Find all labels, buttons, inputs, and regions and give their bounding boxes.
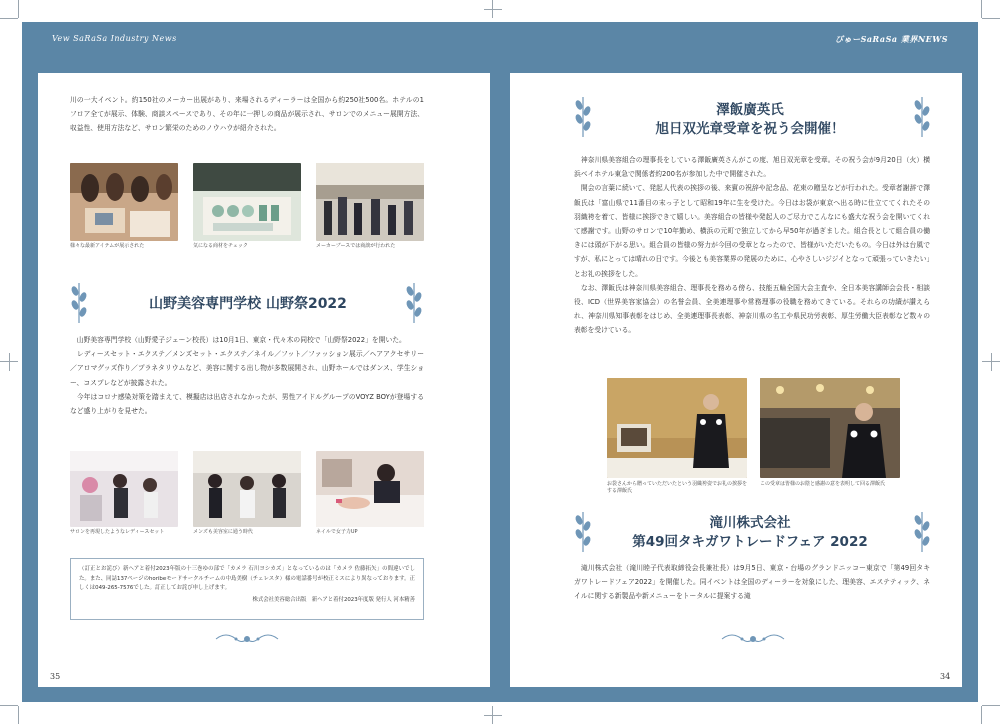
article-title-yamano: 山野美容専門学校 山野祭2022 xyxy=(149,296,347,312)
banquet-photo xyxy=(760,378,900,478)
leaf-ornament-icon xyxy=(405,281,423,325)
photo-4 xyxy=(70,451,178,527)
photo-5 xyxy=(193,451,301,527)
photo-caption: 様々な最新アイテムが展示された xyxy=(70,243,145,249)
crop-mark xyxy=(982,705,1000,706)
crop-mark xyxy=(981,0,982,18)
article-title-takigawa: 滝川株式会社 第49回タキガワトレードフェア 2022 xyxy=(632,515,868,550)
ladies-set-photo xyxy=(70,451,178,527)
crop-mark xyxy=(981,706,982,724)
flourish-ornament-icon xyxy=(720,631,786,647)
running-header-right: びゅーSaRaSa 業界NEWS xyxy=(835,34,948,44)
article-body-yamano: 山野美容専門学校（山野愛子ジェーン校長）は10月1日、東京・代々木の同校で「山野祭2022」を開いた。 レディースセット・エクステ／メンズセット・エクステ／ネイル／フット／ファッション展示／ヘアアクセサリー／アロマグッズ作り／プラネタリウムなど、美容に関する出し物が多数展開され、山野ホールではダンス、学生ショー、コスプレなどが披露された。 今年はコロナ感染対策を踏まえて、模擬店は出店されなかったが、男性アイドルグループのVOYZ BOYが登場するなど盛り上がりを見せた。 xyxy=(70,336,424,416)
photo-8 xyxy=(760,378,900,478)
photo-caption: 気になる商材をチェック xyxy=(193,243,248,249)
article-body-takigawa: 滝川株式会社（滝川睦子代表取締役会長兼社長）は9月5日、東京・台場のグランドニッコー東京で「第49回タキガワトレードフェア2022」を開催した。同イベントは全国のディーラーを対象にした、理美容、エステティック、ネイルに関する新製品や新メニューをトータルに提案する滝 xyxy=(574,564,930,601)
crop-mark xyxy=(9,353,10,371)
crop-mark xyxy=(991,353,992,371)
flourish-ornament-icon xyxy=(214,631,280,647)
mens-set-photo xyxy=(193,451,301,527)
page-number-left: 35 xyxy=(50,672,61,681)
photo-caption: メンズも美容室に通う時代 xyxy=(193,529,253,535)
crop-mark xyxy=(18,706,19,724)
product-display-photo xyxy=(193,163,301,241)
photo-caption: メーカーブースでは商談が行われた xyxy=(316,243,396,249)
photo-6 xyxy=(316,451,424,527)
left-page xyxy=(38,73,490,687)
crop-mark xyxy=(982,18,1000,19)
right-page xyxy=(510,73,962,687)
leaf-ornament-icon xyxy=(913,95,931,139)
crop-mark xyxy=(18,0,19,18)
leaf-ornament-icon xyxy=(574,95,592,139)
photo-3 xyxy=(316,163,424,241)
photo-caption: この受章は皆様のお陰と感謝の意を表明して回る澤飯氏 xyxy=(760,481,886,487)
intro-paragraph: 川の一大イベント。約150社のメーカー出展があり、来場されるディーラーは全国から約250社500名。ホテルの1フロア全てが展示、体験、商談スペースであり、その年に一押しの商品が展示され、サロンでのメニュー展開方法、収益性、使用方法など、サロン繁栄のためのノウハウが紹介された。 xyxy=(70,96,424,133)
leaf-ornament-icon xyxy=(913,510,931,554)
article-title-sawai: 澤飯廣英氏 旭日双光章受章を祝う会開催！ xyxy=(655,102,845,137)
article-body-sawai: 神奈川県美容組合の理事長をしている澤飯廣英さんがこの度、旭日双光章を受章。その祝う会が9月20日（火）横浜ベイホテル東急で関係者約200名が参加した中で開催された。 開会の言葉に続いて、発起人代表の挨拶の後、来賓の祝辞や記念品、花束の贈呈などが行われた。受章者謝辞で澤飯氏は「富山県で11番目の末っ子として昭和19年に生を受けた。今日はお袋が東京へ出る時に仕立ててくれたその羽織袴を着て、皆様に挨拶できて嬉しい。美容組合の皆様や発起人のご尽力でこんなにも盛大な祝う会を開いてくれて感謝です。山野のサロンで10年勤め、横浜の元町で独立してから早50年が過ぎました。組合長として組合員の働きには頭が下がる思い。組合員の皆様の努力が今回の受章となったので、皆様がいただいたもの。今日は外は台風ですが、私にとっては晴れの日です。今後とも美容業界の発展のために、心やさしいジジイとなって頑張っていきたい」とお礼の挨拶をした。 なお、澤飯氏は神奈川県美容組合、理事長を務める傍ら、技能五輪全国大会主査や、全日本美容講師会会長・相談役、ICD（世界美容家協会）の名誉会員、全美連理事や常務理事の役職を務めてきている。それらの功績が讃えられ、神奈川県知事表彰をはじめ、全美連理事長表彰、神奈川県の名工や県民功労表彰、厚生労働大臣表彰など数々の表彰を受けている。 xyxy=(574,156,930,335)
errata-text: （訂正とお詫び）新ヘアと着付2023年版の十三巻ゆの部で「カメラ 石川ヨシカズ」となっているのは「カメラ 佐藤拓矢」の間違いでした。また、同誌137ページのhoribeモードサークルチームの中島美樹（チェレスタ）様の電話番号が校正ミスにより異なっております。正しくは049-265-7576でした。訂正してお詫び申し上げます。 xyxy=(79,566,415,591)
photo-caption: お袋さんから贈っていただいたという羽織袴姿でお礼の挨拶をする澤飯氏 xyxy=(607,481,748,494)
errata-box xyxy=(70,558,424,620)
running-header-left: Vew SaRaSa Industry News xyxy=(52,34,177,43)
speech-photo xyxy=(607,378,747,478)
errata-signature: 株式会社美容総合出版 新ヘアと着付2023年度版 発行人 河本精善 xyxy=(252,596,415,603)
leaf-ornament-icon xyxy=(574,510,592,554)
crop-mark xyxy=(484,9,502,10)
photo-caption: サロンを再現したようなレディースセット xyxy=(70,529,165,535)
nail-photo xyxy=(316,451,424,527)
photo-1 xyxy=(70,163,178,241)
leaf-ornament-icon xyxy=(70,281,88,325)
crop-mark xyxy=(0,705,18,706)
crop-mark xyxy=(0,18,18,19)
page-number-right: 34 xyxy=(940,672,951,681)
photo-caption: ネイルで女子力UP xyxy=(316,529,358,535)
crowd-booth-photo xyxy=(316,163,424,241)
salon-products-photo xyxy=(70,163,178,241)
crop-mark xyxy=(484,715,502,716)
photo-7 xyxy=(607,378,747,478)
photo-2 xyxy=(193,163,301,241)
